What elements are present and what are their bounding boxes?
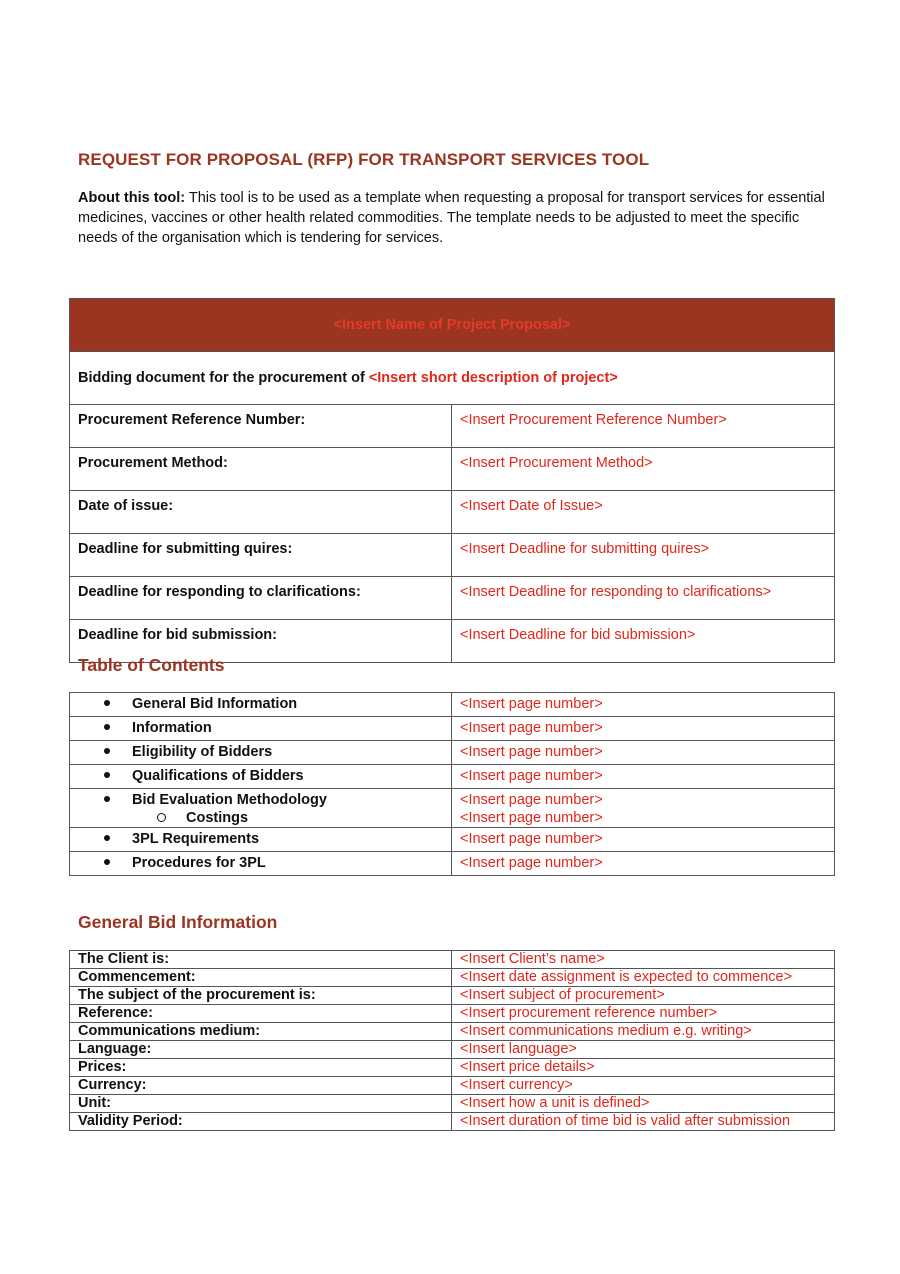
table-row <box>70 987 835 1005</box>
toc-item <box>70 828 452 852</box>
row-label: Communications medium: <box>70 1023 452 1041</box>
bullet-icon <box>104 748 110 754</box>
toc-page: <Insert page number> <box>452 765 835 789</box>
row-value: <Insert Procurement Method> <box>452 448 835 491</box>
banner-row <box>70 299 835 352</box>
row-value: <Insert subject of procurement> <box>452 987 835 1005</box>
row-label: Unit: <box>70 1095 452 1113</box>
row-label: Language: <box>70 1041 452 1059</box>
table-row <box>70 951 835 969</box>
row-value: <Insert date assignment is expected to commence> <box>452 969 835 987</box>
table-row <box>70 717 835 741</box>
table-row <box>70 789 835 828</box>
toc-page: <Insert page number> <box>452 852 835 876</box>
about-text: This tool is to be used as a template when requesting a proposal for transport services for essential medicines, vaccines or other health related commodities. The template needs to be adjusted to meet the specific needs of the organisation which is tendering for services. <box>78 190 825 246</box>
toc-page: <Insert page number> <box>452 828 835 852</box>
row-value: <Insert communications medium e.g. writing> <box>452 1023 835 1041</box>
toc-item <box>70 852 452 876</box>
bullet-icon <box>104 700 110 706</box>
table-row <box>70 534 835 577</box>
general-bid-table <box>69 950 835 1131</box>
about-label: About this tool: <box>78 190 186 206</box>
row-value: <Insert duration of time bid is valid after submission <box>452 1113 835 1131</box>
toc-subpage-value: <Insert page number> <box>460 810 603 826</box>
table-row <box>70 577 835 620</box>
bullet-icon <box>104 772 110 778</box>
toc-item <box>70 741 452 765</box>
toc-item <box>70 717 452 741</box>
table-row <box>70 1077 835 1095</box>
row-value: <Insert currency> <box>452 1077 835 1095</box>
row-value: <Insert Deadline for responding to clarifications> <box>452 577 835 620</box>
row-value: <Insert language> <box>452 1041 835 1059</box>
toc-page: <Insert page number> <box>452 717 835 741</box>
row-label: Reference: <box>70 1005 452 1023</box>
toc-page: <Insert page number> <box>452 693 835 717</box>
row-label: Procurement Method: <box>70 448 452 491</box>
row-label: Prices: <box>70 1059 452 1077</box>
about-paragraph <box>78 188 828 248</box>
row-label: Currency: <box>70 1077 452 1095</box>
general-bid-title: General Bid Information <box>78 912 278 932</box>
table-row <box>70 491 835 534</box>
row-label: Commencement: <box>70 969 452 987</box>
row-label: Deadline for bid submission: <box>70 620 452 663</box>
sub-bullet-icon <box>157 813 166 822</box>
row-value: <Insert Procurement Reference Number> <box>452 405 835 448</box>
row-label: Deadline for responding to clarifications: <box>70 577 452 620</box>
toc-page-value: <Insert page number> <box>460 792 603 808</box>
toc-item <box>70 765 452 789</box>
row-value: <Insert Date of Issue> <box>452 491 835 534</box>
row-label: Date of issue: <box>70 491 452 534</box>
toc-item <box>70 693 452 717</box>
table-row <box>70 1095 835 1113</box>
bullet-icon <box>104 859 110 865</box>
table-row <box>70 448 835 491</box>
toc-table <box>69 692 835 876</box>
row-value: <Insert Client’s name> <box>452 951 835 969</box>
row-label: Validity Period: <box>70 1113 452 1131</box>
row-value: <Insert how a unit is defined> <box>452 1095 835 1113</box>
toc-item-label: General Bid Information <box>132 696 298 712</box>
toc-page: <Insert page number> <box>452 741 835 765</box>
bidding-cell <box>70 352 835 405</box>
bidding-row <box>70 352 835 405</box>
table-row <box>70 1023 835 1041</box>
bullet-icon <box>104 724 110 730</box>
table-row <box>70 1005 835 1023</box>
row-value: <Insert procurement reference number> <box>452 1005 835 1023</box>
toc-subitem-label: Costings <box>186 810 249 826</box>
row-value: <Insert Deadline for bid submission> <box>452 620 835 663</box>
document-title: REQUEST FOR PROPOSAL (RFP) FOR TRANSPORT SERVICES TOOL <box>78 150 650 169</box>
row-value: <Insert price details> <box>452 1059 835 1077</box>
table-row <box>70 828 835 852</box>
row-label: The Client is: <box>70 951 452 969</box>
row-value: <Insert Deadline for submitting quires> <box>452 534 835 577</box>
toc-title: Table of Contents <box>78 655 225 675</box>
bidding-prefix: Bidding document for the procurement of <box>78 370 369 386</box>
toc-item-label: Bid Evaluation Methodology <box>132 792 327 808</box>
toc-item-label: Information <box>132 720 212 736</box>
toc-item-label: Qualifications of Bidders <box>132 768 304 784</box>
project-name-placeholder: <Insert Name of Project Proposal> <box>70 299 835 352</box>
bullet-icon <box>104 835 110 841</box>
toc-item <box>70 789 452 828</box>
table-row <box>70 969 835 987</box>
project-description-placeholder: <Insert short description of project> <box>368 370 618 386</box>
table-row <box>70 405 835 448</box>
toc-item-label: 3PL Requirements <box>132 831 260 847</box>
row-label: Procurement Reference Number: <box>70 405 452 448</box>
table-row <box>70 852 835 876</box>
table-row <box>70 1113 835 1131</box>
toc-item-label: Eligibility of Bidders <box>132 744 273 760</box>
table-row <box>70 693 835 717</box>
row-label: The subject of the procurement is: <box>70 987 452 1005</box>
toc-page <box>452 789 835 828</box>
table-row <box>70 1041 835 1059</box>
bullet-icon <box>104 796 110 802</box>
toc-item-label: Procedures for 3PL <box>132 855 266 871</box>
table-row <box>70 1059 835 1077</box>
table-row <box>70 741 835 765</box>
table-row <box>70 765 835 789</box>
project-header-table <box>69 298 835 663</box>
row-label: Deadline for submitting quires: <box>70 534 452 577</box>
